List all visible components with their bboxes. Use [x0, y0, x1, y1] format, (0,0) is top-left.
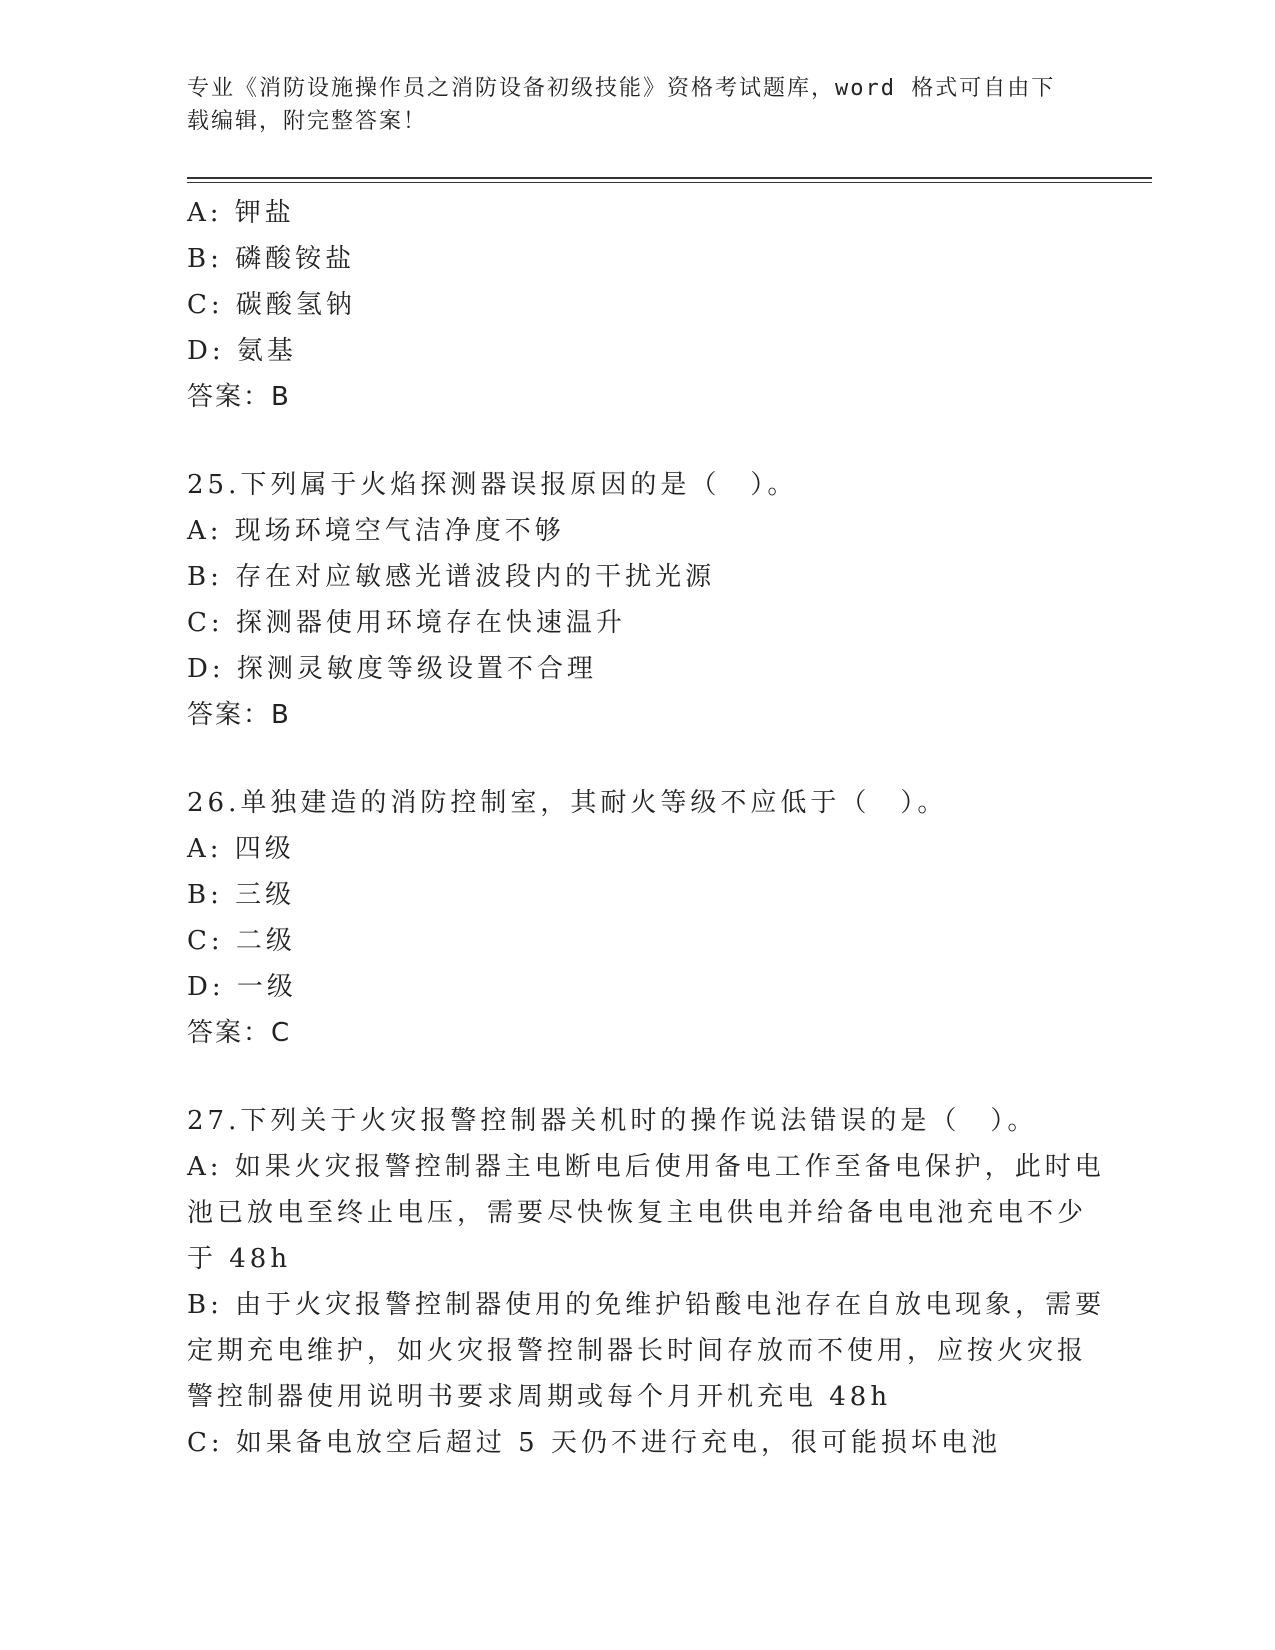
document-header [187, 72, 1087, 138]
option-b-line-3: 警控制器使用说明书要求周期或每个月开机充电 48h [187, 1382, 892, 1412]
option-b: B: 存在对应敏感光谱波段内的干扰光源 [187, 562, 716, 592]
question-list [187, 190, 1106, 1466]
question-text: 25.下列属于火焰探测器误报原因的是（ ）。 [187, 470, 798, 500]
option-a-line-1: A: 如果火灾报警控制器主电断电后使用备电工作至备电保护，此时电 [187, 1152, 1105, 1182]
option-d: D: 一级 [187, 972, 297, 1002]
header-divider-thin [187, 182, 1152, 183]
question-27 [187, 1098, 1106, 1466]
question-text: 26.单独建造的消防控制室，其耐火等级不应低于（ ）。 [187, 788, 948, 818]
option-a: A: 四级 [187, 834, 295, 864]
header-divider-thick [187, 177, 1152, 179]
answer: 答案：B [187, 382, 291, 412]
option-a: A: 钾盐 [187, 198, 295, 228]
question-24 [187, 190, 1087, 420]
option-d: D: 探测灵敏度等级设置不合理 [187, 654, 597, 684]
option-a: A: 现场环境空气洁净度不够 [187, 516, 565, 546]
answer: 答案：C [187, 1018, 292, 1048]
question-26 [187, 780, 1087, 1056]
option-d: D: 氨基 [187, 336, 297, 366]
option-b: B: 三级 [187, 880, 296, 910]
option-a-line-2: 池已放电至终止电压，需要尽快恢复主电供电并给备电电池充电不少 [187, 1198, 1088, 1228]
question-25 [187, 462, 1087, 738]
option-b-line-1: B: 由于火灾报警控制器使用的免维护铅酸电池存在自放电现象，需要 [187, 1290, 1106, 1320]
option-b: B: 磷酸铵盐 [187, 244, 356, 274]
option-c: C: 碳酸氢钠 [187, 290, 356, 320]
header-line-2: 载编辑，附完整答案！ [187, 109, 428, 134]
option-c-line-1: C: 如果备电放空后超过 5 天仍不进行充电，很可能损坏电池 [187, 1428, 1001, 1458]
option-c: C: 二级 [187, 926, 296, 956]
option-a-line-3: 于 48h [187, 1244, 292, 1274]
header-line-1: 专业《消防设施操作员之消防设备初级技能》资格考试题库，word 格式可自由下 [187, 76, 1056, 101]
question-text: 27.下列关于火灾报警控制器关机时的操作说法错误的是（ ）。 [187, 1106, 1038, 1136]
option-b-line-2: 定期充电维护，如火灾报警控制器长时间存放而不使用，应按火灾报 [187, 1336, 1088, 1366]
answer: 答案：B [187, 700, 291, 730]
option-c: C: 探测器使用环境存在快速温升 [187, 608, 626, 638]
